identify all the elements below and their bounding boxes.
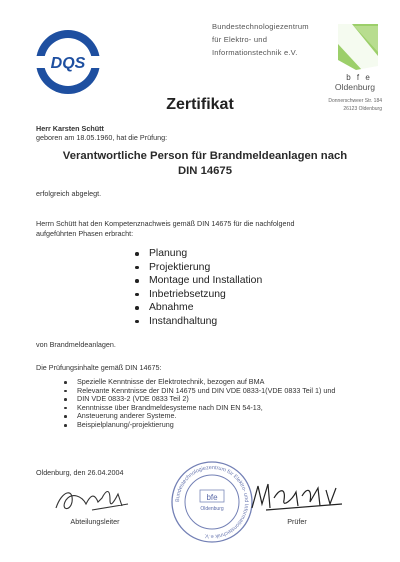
birth-line: geboren am 18.05.1960, hat die Prüfung: bbox=[36, 133, 168, 142]
phase-item: Instandhaltung bbox=[133, 315, 262, 329]
certificate-title: Zertifikat bbox=[166, 96, 234, 113]
exam-content-item: Spezielle Kenntnisse der Elektrotechnik, bezogen auf BMA bbox=[64, 378, 374, 387]
stamp-city: Oldenburg bbox=[200, 506, 224, 512]
phase-item: Projektierung bbox=[133, 261, 262, 275]
institute-line-3: Informationstechnik e.V. bbox=[212, 48, 298, 57]
dqs-logo-icon bbox=[34, 28, 102, 96]
phase-item: Planung bbox=[133, 247, 262, 261]
exam-content-item: Kenntnisse über Brandmeldesysteme nach DIN EN 54-13, bbox=[64, 404, 374, 413]
course-line-2: DIN 14675 bbox=[177, 165, 232, 177]
exam-content-item: Ansteuerung anderer Systeme. bbox=[64, 412, 374, 421]
person-name: Herr Karsten Schütt bbox=[36, 124, 104, 133]
exam-content-item: DIN VDE 0833-2 (VDE 0833 Teil 2) bbox=[64, 395, 374, 404]
institute-line-1: Bundestechnologiezentrum bbox=[212, 22, 309, 31]
bfe-logo-icon bbox=[332, 22, 380, 72]
signer-right-role: Prüfer bbox=[287, 517, 307, 526]
stamp-ring-text: Bundestechnologiezentrum für Elektro- und Informationstechnik e.V. bbox=[174, 464, 250, 540]
course-line-1: Verantwortliche Person für Brandmeldeanlagen nach bbox=[62, 150, 348, 162]
stamp-short: bfe bbox=[206, 493, 218, 502]
passed-line: erfolgreich abgelegt. bbox=[36, 189, 102, 198]
signer-left-role: Abteilungsleiter bbox=[70, 517, 120, 526]
institute-name bbox=[212, 20, 352, 59]
competence-line-2: aufgeführten Phasen erbracht: bbox=[36, 229, 134, 238]
exam-content-item: Relevante Kenntnisse der DIN 14675 und DIN VDE 0833-1(VDE 0833 Teil 1) und bbox=[64, 387, 374, 396]
bfe-short-name: b f e bbox=[346, 73, 372, 82]
exam-content-list bbox=[64, 378, 374, 430]
institute-line-2: für Elektro- und bbox=[212, 35, 268, 44]
bfe-city: Oldenburg bbox=[334, 82, 376, 92]
competence-line-1: Herrn Schütt hat den Kompetenznachweis gemäß DIN 14675 für die nachfolgend bbox=[36, 219, 295, 228]
signature-left-icon bbox=[52, 482, 132, 516]
address-city: 26123 Oldenburg bbox=[343, 105, 382, 112]
exam-content-item: Beispielplanung/-projektierung bbox=[64, 421, 374, 430]
content-intro: Die Prüfungsinhalte gemäß DIN 14675: bbox=[36, 363, 162, 372]
institute-stamp-icon bbox=[170, 460, 254, 544]
phase-item: Abnahme bbox=[133, 301, 262, 315]
competence-statement bbox=[36, 219, 366, 239]
phase-list bbox=[133, 247, 262, 328]
dqs-logo-text: DQS bbox=[50, 55, 86, 72]
phase-item: Inbetriebsetzung bbox=[133, 288, 262, 302]
bma-line: von Brandmeldeanlagen. bbox=[36, 340, 116, 349]
address-street: Donnerschweer Str. 184 bbox=[328, 98, 382, 104]
place-date: Oldenburg, den 26.04.2004 bbox=[36, 468, 124, 477]
signature-right-icon bbox=[246, 478, 346, 514]
course-title bbox=[40, 149, 370, 179]
phase-item: Montage und Installation bbox=[133, 274, 262, 288]
